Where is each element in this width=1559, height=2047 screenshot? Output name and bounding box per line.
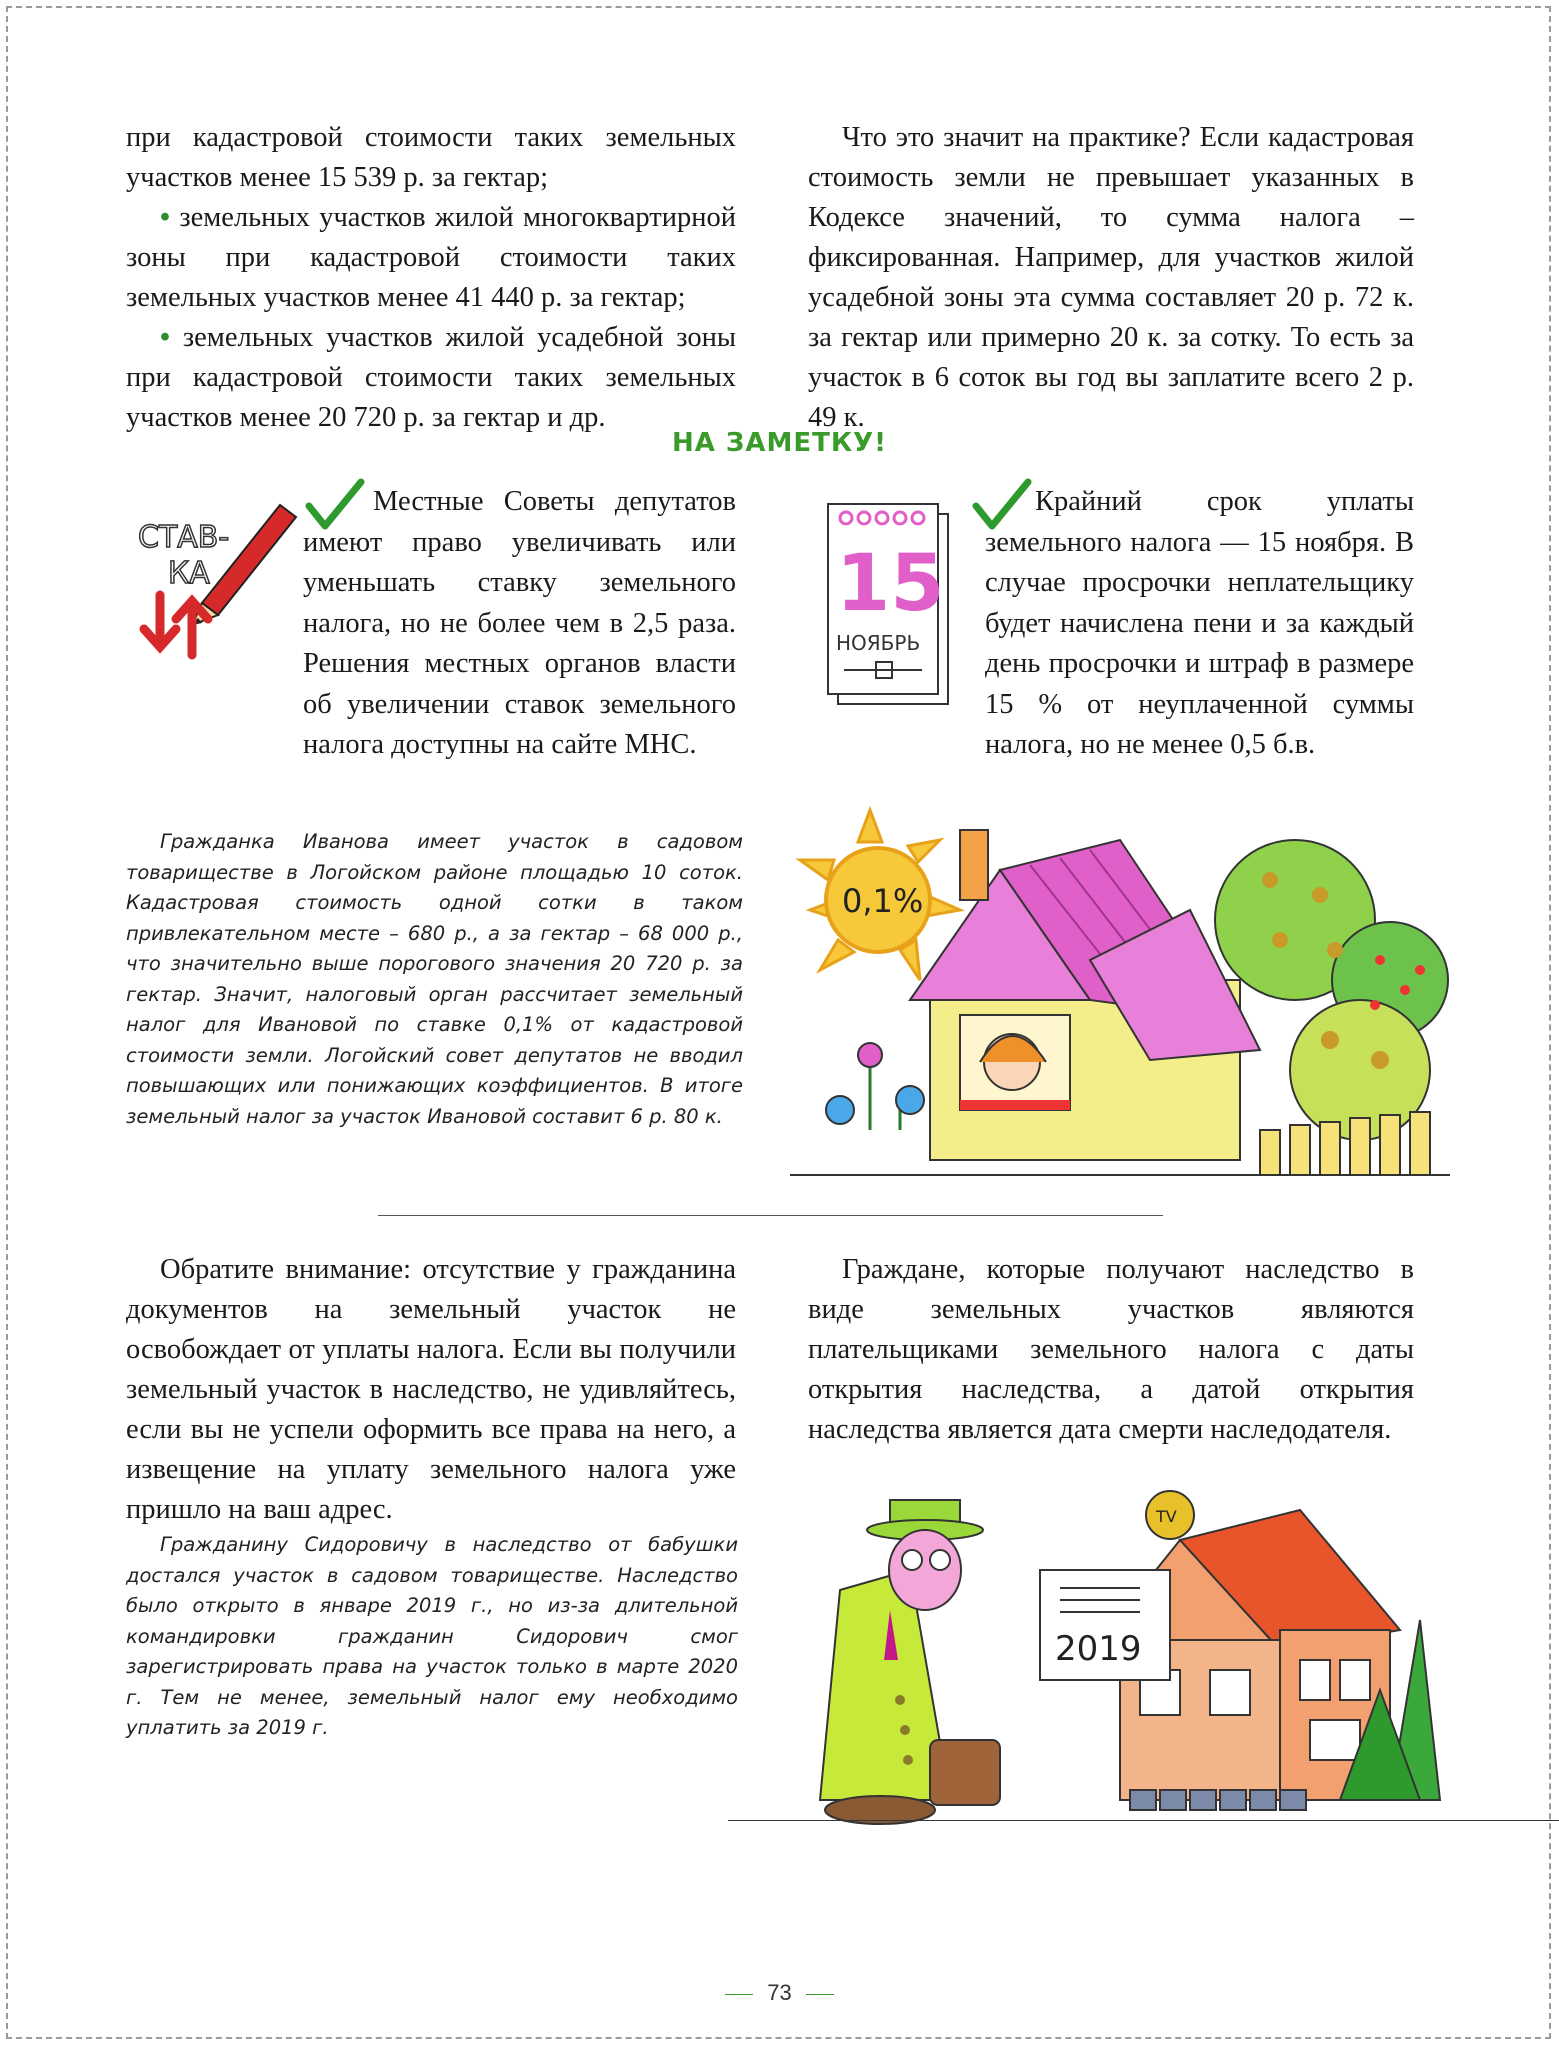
stavka-pencil-icon: [130, 495, 310, 665]
dish-label: TV: [1156, 1507, 1177, 1526]
stavka-word-2: КА: [168, 556, 210, 591]
example2-text: Гражданину Сидоровичу в наследство от бабушки достался участок в садовом товариществе. Наследство было открыто в январе 2019 г., но из-за длительной командировки гражданин Сидорович смог зарегистрировать права на участок только в марте 2020 г. Тем не менее, земельный налог ему необходимо уплатить за 2019 г.: [126, 1533, 738, 1739]
middle-right-text: Граждане, которые получают наследство в виде земельных участков являются плательщиками земельного налога с даты открытия наследства, а датой открытия наследства является дата смерти наследодателя.: [808, 1254, 1414, 1445]
note-left-text: Местные Советы депутатов имеют право увеличивать или уменьшать ставку земельного налога, но не более чем в 2,5 раза. Решения местных органов власти об увеличении ставок земельного налога доступны на сайте МНС.: [303, 486, 736, 760]
bullet-mark: •: [160, 202, 170, 233]
inheritance-illustration: [780, 1460, 1440, 1820]
bullet-mark: •: [160, 322, 170, 353]
calendar-day: 15: [836, 539, 945, 629]
section-separator: [378, 1215, 1163, 1216]
middle-left-text: Обратите внимание: отсутствие у гражданина документов на земельный участок не освобождает от уплаты налога. Если вы получили земельный участок в наследство, не удивляйтесь, если вы не успели оформить все права на него, а извещение на уплату земельного налога уже пришло на ваш адрес.: [126, 1254, 736, 1525]
sun-label: 0,1%: [842, 882, 924, 920]
sign-year: 2019: [1055, 1629, 1142, 1669]
left-top-line1: при кадастровой стоимости таких земельных участков менее 15 539 р. за гектар;: [126, 122, 736, 193]
footer-dash-right: [806, 1994, 834, 1995]
page-footer: [0, 1980, 1559, 2006]
sun-icon: [800, 810, 960, 980]
calendar-month: НОЯБРЬ: [836, 631, 921, 655]
note-heading: НА ЗАМЕТКУ!: [671, 428, 888, 458]
left-top-bullet3-text: земельных участков жилой усадебной зоны при кадастровой стоимости таких земельных участков менее 20 720 р. за гектар и др.: [126, 322, 737, 433]
illustration-baseline: [728, 1820, 1559, 1821]
left-top-bullet3: [126, 318, 736, 438]
stavka-word-1: СТАВ-: [138, 520, 230, 555]
right-top-column: Что это значит на практике? Если кадастровая стоимость земли не превышает указанных в Кодексе значений, то сумма налога – фиксированная. Например, для участков жилой усадебной зоны эта сумма составляет 20 р. 72 к. за гектар или примерно 20 к. за сотку. То есть за участок в 6 соток вы год вы заплатите всего 2 р. 49 к.: [808, 122, 1414, 433]
left-top-bullet2-text: земельных участков жилой многоквартирной зоны при кадастровой стоимости таких земельных участков менее 41 440 р. за гектар;: [126, 202, 736, 313]
page-number: 73: [767, 1980, 792, 2005]
house-illustration: [790, 800, 1450, 1180]
left-top-column: [126, 118, 736, 438]
note-right-text: Крайний срок уплаты земельного налога — 15 ноября. В случае просрочки неплательщику будет начислена пени и за каждый день просрочки и штраф в размере 15 % от неуплаченной суммы налога, но не менее 0,5 б.в.: [985, 486, 1414, 760]
calendar-icon: [820, 500, 960, 710]
example1-text: Гражданка Иванова имеет участок в садовом товариществе в Логойском районе площадью 10 соток. Кадастровая стоимость одной сотки в таком привлекательном месте – 680 р., а за гектар – 68 000 р., что значительно выше порогового значения 20 720 р. за гектар. Значит, налоговый орган рассчитает земельный налог для Ивановой по ставке 0,1% от кадастровой стоимости земли. Логойский совет депутатов не вводил повышающих или понижающих коэффициентов. В итоге земельный налог за участок Ивановой составит 6 р. 80 к.: [126, 830, 743, 1128]
footer-dash-left: [725, 1994, 753, 1995]
left-top-bullet2: [126, 198, 736, 318]
